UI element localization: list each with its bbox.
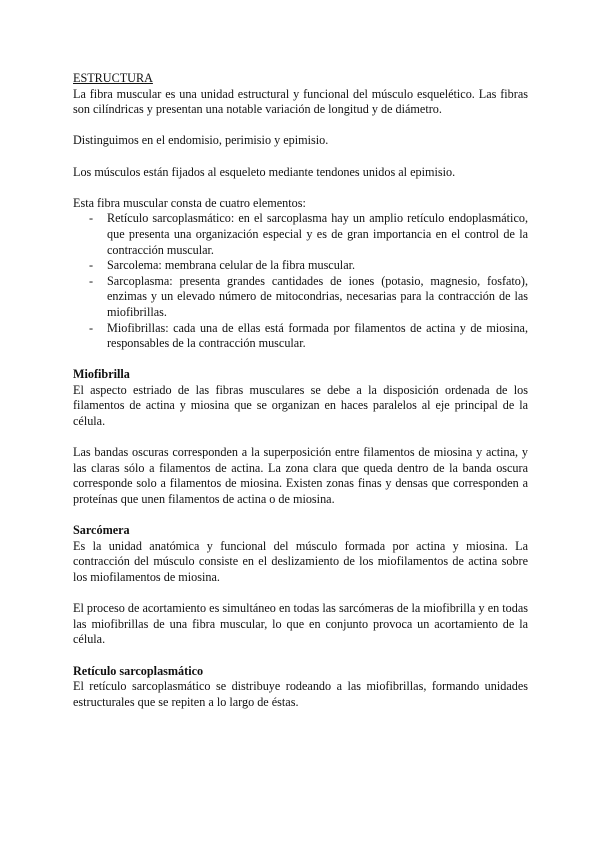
elements-list — [73, 211, 528, 351]
list-item: - Sarcolema: membrana celular de la fibra muscular. — [89, 258, 356, 273]
list-item: - Sarcoplasma: presenta grandes cantidades de iones (potasio, magnesio, fosfato), enzimas y un elevado número de mitocondrias, necesarias para la contracción de las miofibrillas. — [89, 273, 528, 319]
paragraph-reticulo: El retículo sarcoplasmático se distribuye rodeando a las miofibrillas, formando unidades estructurales que se repiten a lo largo de éstas. — [73, 679, 528, 709]
list-dash: - — [89, 258, 94, 273]
paragraph-acortamiento: El proceso de acortamiento es simultáneo en todas las sarcómeras de la miofibrilla y en todas las miofibrillas de una fibra muscular, lo que en conjunto provoca un acortamiento de la célula. — [73, 601, 528, 647]
list-dash: - — [89, 273, 94, 288]
paragraph-tendones: Los músculos están fijados al esqueleto mediante tendones unidos al epimisio. — [73, 164, 456, 179]
list-item: - Retículo sarcoplasmático: en el sarcoplasma hay un amplio retículo endoplasmático, que presenta una organización especial y es de gran importancia en el control de la contracción muscular. — [89, 211, 528, 257]
list-dash: - — [89, 320, 94, 335]
list-dash: - — [89, 211, 94, 226]
paragraph-endomisio: Distinguimos en el endomisio, perimisio y epimisio. — [73, 133, 329, 148]
paragraph-bandas: Las bandas oscuras corresponden a la superposición entre filamentos de miosina y actina, y las claras sólo a filamentos de actina. La zona clara que queda dentro de la banda oscura corresponde solo a filamentos de miosina. Existen zonas finas y densas que corresponden a proteínas que unen filamentos de actina o de miosina. — [73, 445, 528, 507]
paragraph-unidad-anatomica: Es la unidad anatómica y funcional del músculo formada por actina y miosina. La contracción del músculo consiste en el deslizamiento de los miofilamentos de actina sobre los miofilamentos de miosina. — [73, 538, 528, 584]
section-heading-sarcomera: Sarcómera — [73, 523, 130, 538]
list-intro: Esta fibra muscular consta de cuatro elementos: — [73, 195, 306, 210]
paragraph-aspecto-estriado: El aspecto estriado de las fibras musculares se debe a la disposición ordenada de los filamentos de actina y miosina que se organizan en haces paralelos al eje principal de la célula. — [73, 382, 528, 429]
section-heading-miofibrilla: Miofibrilla — [73, 367, 130, 382]
section-heading-estructura: ESTRUCTURA — [73, 71, 153, 85]
paragraph-fibra-muscular: La fibra muscular es una unidad estructural y funcional del músculo esquelético. Las fibras son cilíndricas y presentan una notable variación de longitud y de diámetro. — [73, 86, 528, 117]
document-body — [73, 71, 528, 710]
list-item: - Miofibrillas: cada una de ellas está formada por filamentos de actina y de miosina, responsables de la contracción muscular. — [89, 320, 528, 351]
section-heading-reticulo: Retículo sarcoplasmático — [73, 663, 204, 678]
